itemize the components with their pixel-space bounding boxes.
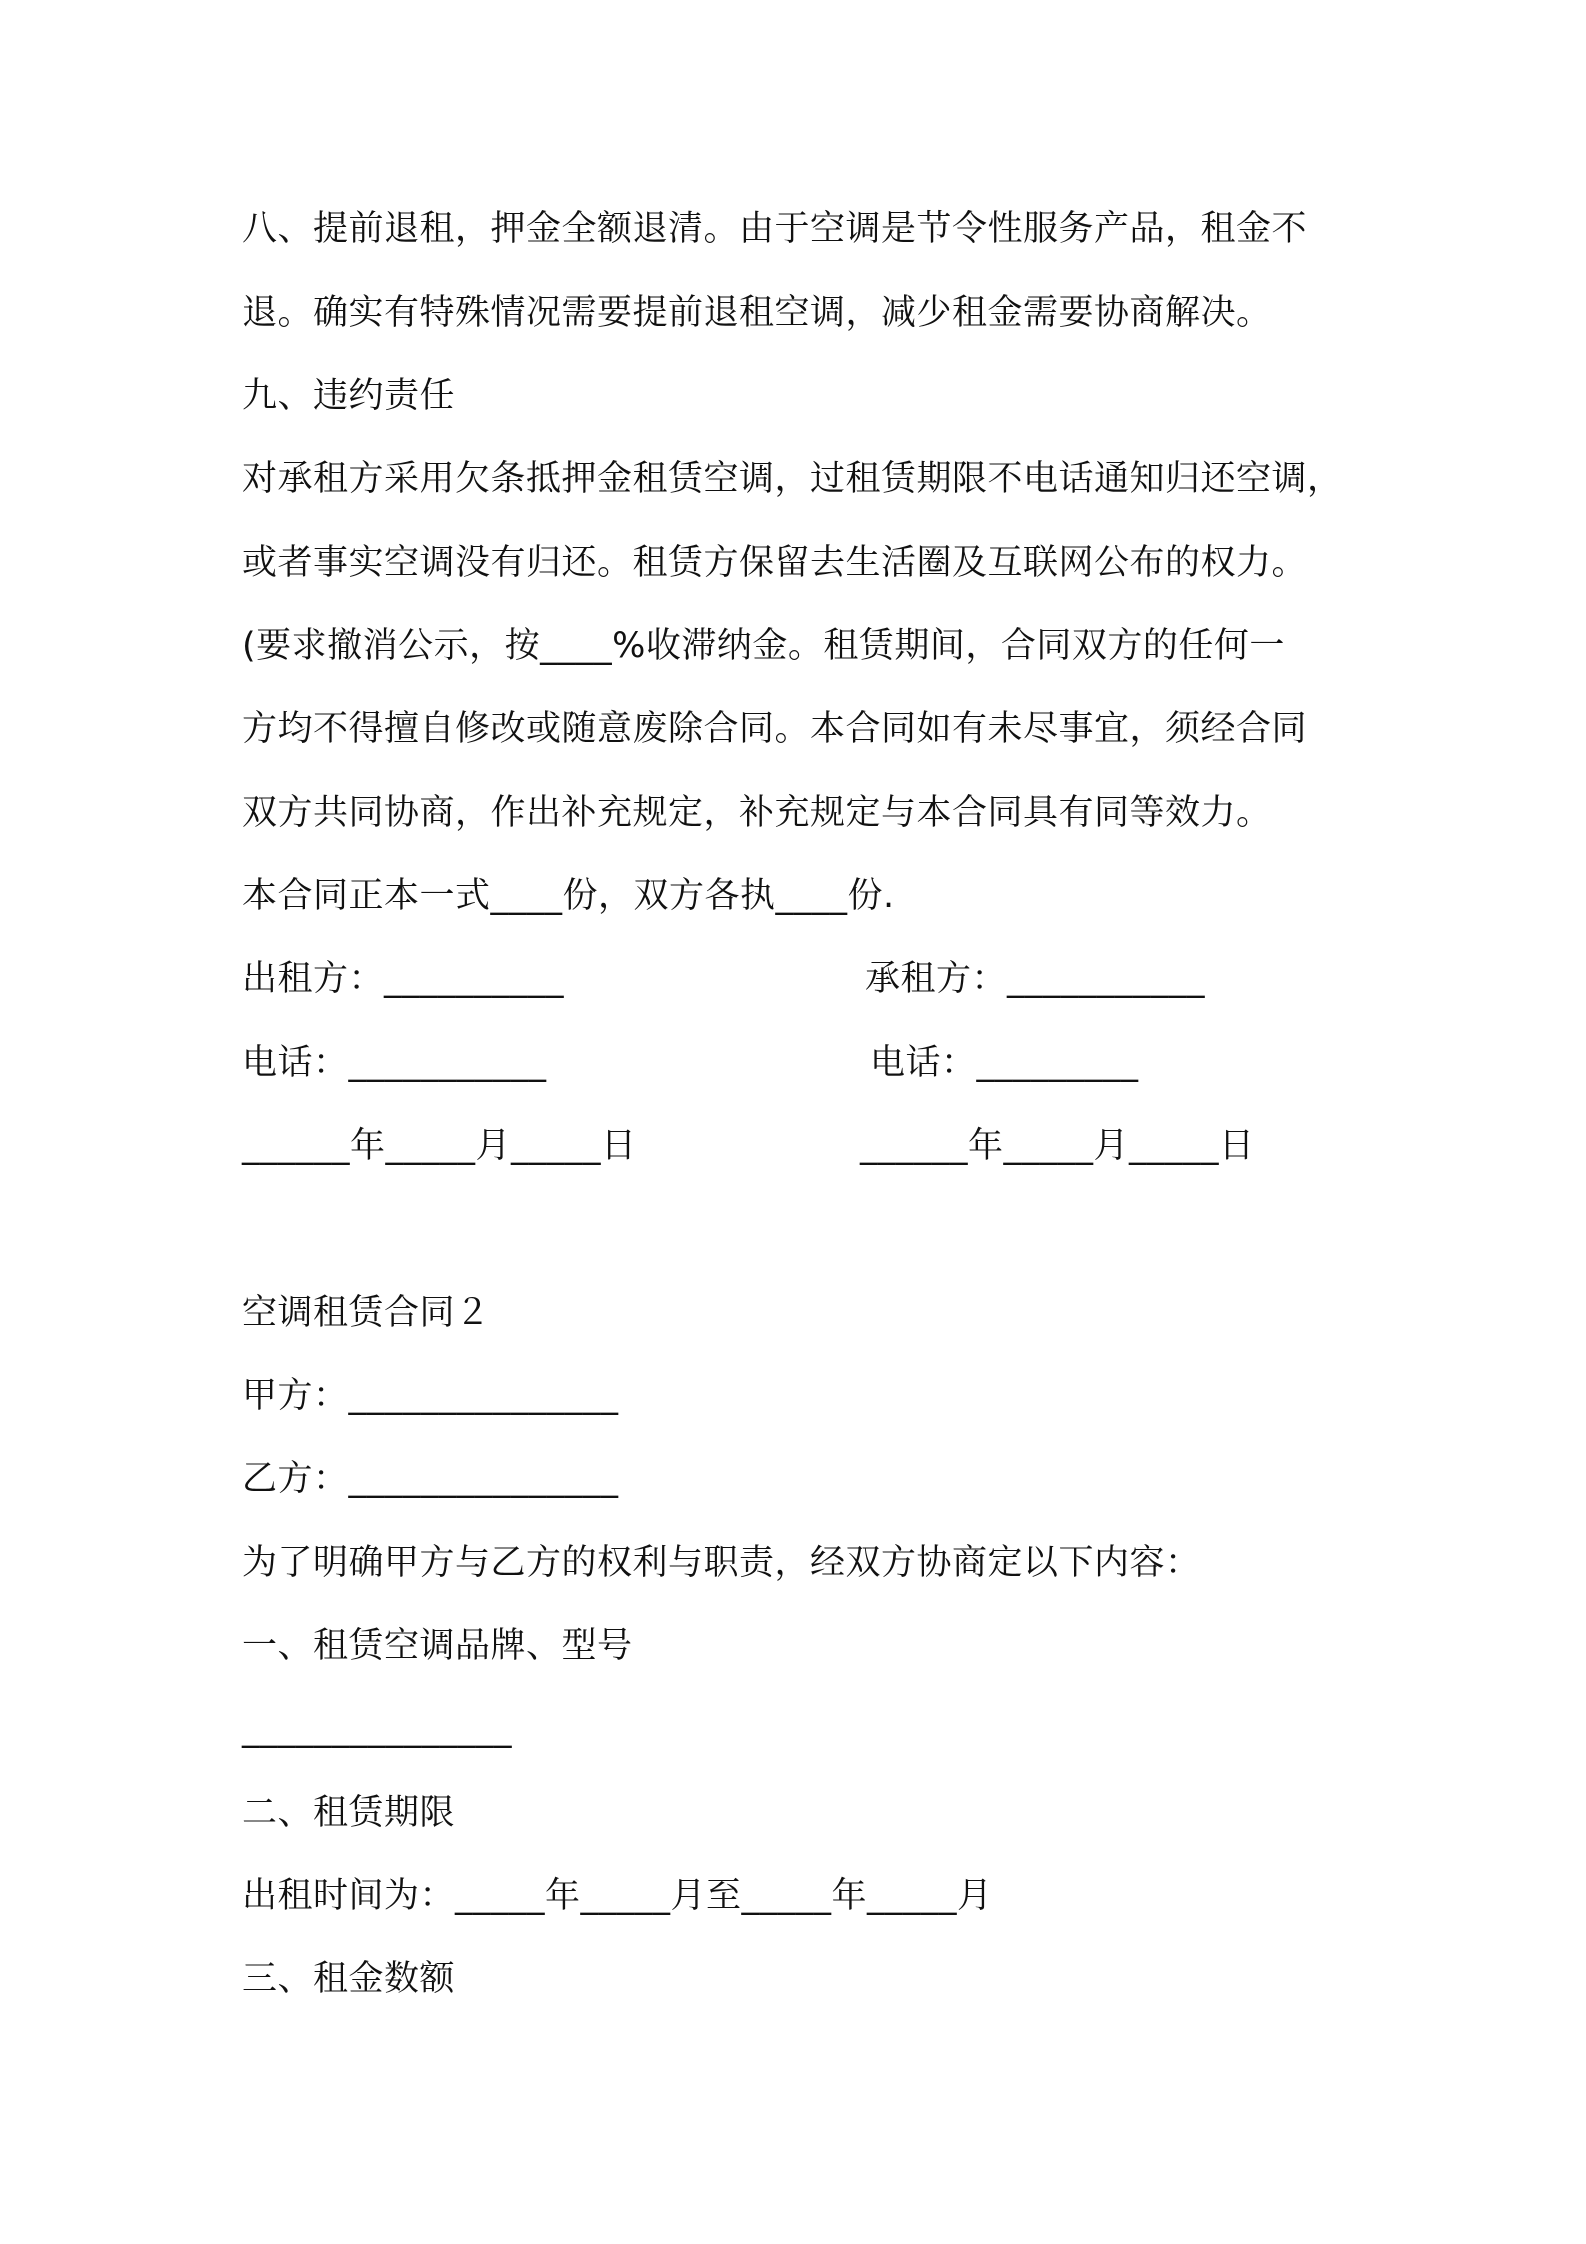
clause-9-line-4: 方均不得擅自修改或随意废除合同。本合同如有未尽事宜，须经合同 [242,709,1308,749]
contract-2-intro: 为了明确甲方与乙方的权利与职责，经双方协商定以下内容： [242,1543,1201,1583]
rental-period: 出租时间为：_____年_____月至_____年_____月 [242,1876,993,1916]
copies-statement: 本合同正本一式____份，双方各执____份. [242,876,895,916]
clause-1-heading: 一、租赁空调品牌、型号 [242,1626,633,1666]
clause-9-heading: 九、违约责任 [242,376,456,416]
lessor-signature: 出租方：__________ [242,959,565,999]
lessee-phone: 电话：_________ [870,1043,1139,1083]
clause-9-line-3: (要求撤消公示，按____%收滞纳金。租赁期间，合同双方的任何一 [242,626,1285,666]
party-b: 乙方：_______________ [242,1459,619,1499]
brand-model-blank: _______________ [242,1709,512,1749]
lessee-signature: 承租方：___________ [865,959,1206,999]
clause-9-line-5: 双方共同协商，作出补充规定，补充规定与本合同具有同等效力。 [242,793,1272,833]
clause-9-line-1: 对承租方采用欠条抵押金租赁空调，过租赁期限不电话通知归还空调， [242,459,1343,499]
lessor-date: ______年_____月_____日 [242,1126,637,1166]
clause-2-heading: 二、租赁期限 [242,1793,456,1833]
party-a: 甲方：_______________ [242,1376,619,1416]
contract-2-title: 空调租赁合同２ [242,1293,491,1333]
clause-3-heading: 三、租金数额 [242,1959,456,1999]
lessor-phone: 电话：___________ [242,1043,547,1083]
clause-9-line-2: 或者事实空调没有归还。租赁方保留去生活圈及互联网公布的权力。 [242,543,1308,583]
lessee-date: ______年_____月_____日 [860,1126,1255,1166]
clause-8-line-2: 退。确实有特殊情况需要提前退租空调，减少租金需要协商解决。 [242,293,1272,333]
clause-8-line-1: 八、提前退租，押金全额退清。由于空调是节令性服务产品，租金不 [242,209,1308,249]
